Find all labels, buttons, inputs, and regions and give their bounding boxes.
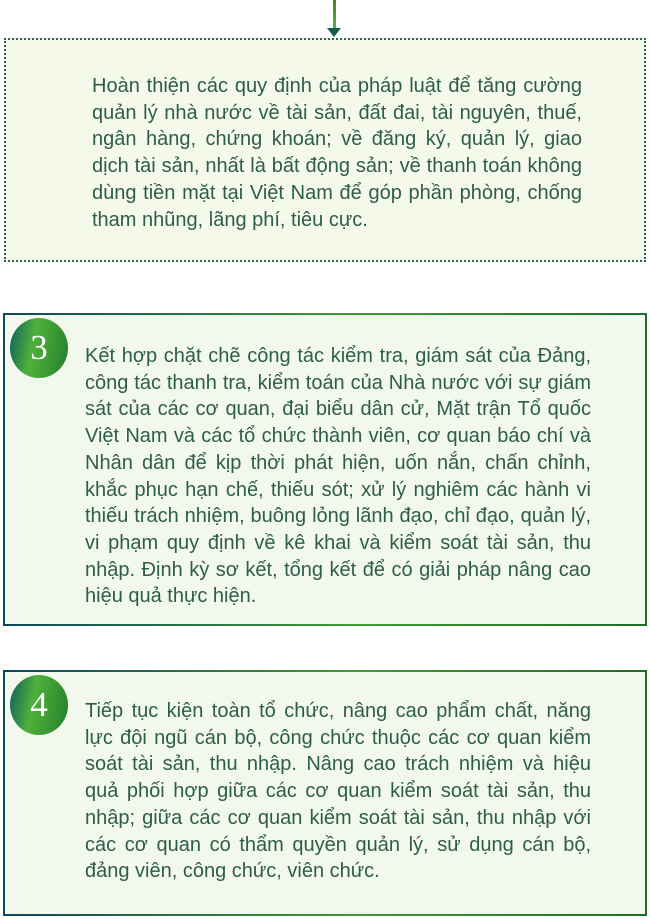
intro-dashed-box — [4, 38, 646, 262]
item-box-4 — [3, 670, 647, 916]
badge-number-3: 3 — [30, 327, 48, 367]
connector-arrow-line — [333, 0, 336, 29]
item-box-3 — [3, 313, 647, 626]
down-arrow-icon — [327, 28, 341, 37]
item-text-4: Tiếp tục kiện toàn tổ chức, nâng cao phẩm chất, năng lực đội ngũ cán bộ, công chức thuộc các cơ quan kiểm soát tài sản, thu nhập. Nâng cao trách nhiệm và hiệu quả phối hợp giữa các cơ quan kiểm soát tài sản, thu nhập; giữa các cơ quan kiểm soát tài sản, thu nhập với các cơ quan có thẩm quyền quản lý, sử dụng cán bộ, đảng viên, công chức, viên chức. — [85, 700, 591, 883]
badge-number-4: 4 — [30, 684, 48, 724]
intro-text: Hoàn thiện các quy định của pháp luật để tăng cường quản lý nhà nước về tài sản, đất đai, tài nguyên, thuế, ngân hàng, chứng khoán; về đăng ký, quản lý, giao dịch tài sản, nhất là bất động sản; về thanh toán không dùng tiền mặt tại Việt Nam để góp phần phòng, chống tham nhũng, lãng phí, tiêu cực. — [92, 75, 582, 231]
number-badge-4 — [10, 675, 68, 735]
number-badge-3 — [10, 318, 68, 378]
item-text-3: Kết hợp chặt chẽ công tác kiểm tra, giám sát của Đảng, công tác thanh tra, kiểm toán của Nhà nước với sự giám sát của các cơ quan, đại biểu dân cử, Mặt trận Tổ quốc Việt Nam và các tổ chức thành viên, cơ quan báo chí và Nhân dân để kịp thời phát hiện, uốn nắn, chấn chỉnh, khắc phục hạn chế, thiếu sót; xử lý nghiêm các hành vi thiếu trách nhiệm, buông lỏng lãnh đạo, chỉ đạo, quản lý, vi phạm quy định về kê khai và kiểm soát tài sản, thu nhập. Định kỳ sơ kết, tổng kết để có giải pháp nâng cao hiệu quả thực hiện. — [85, 345, 591, 608]
